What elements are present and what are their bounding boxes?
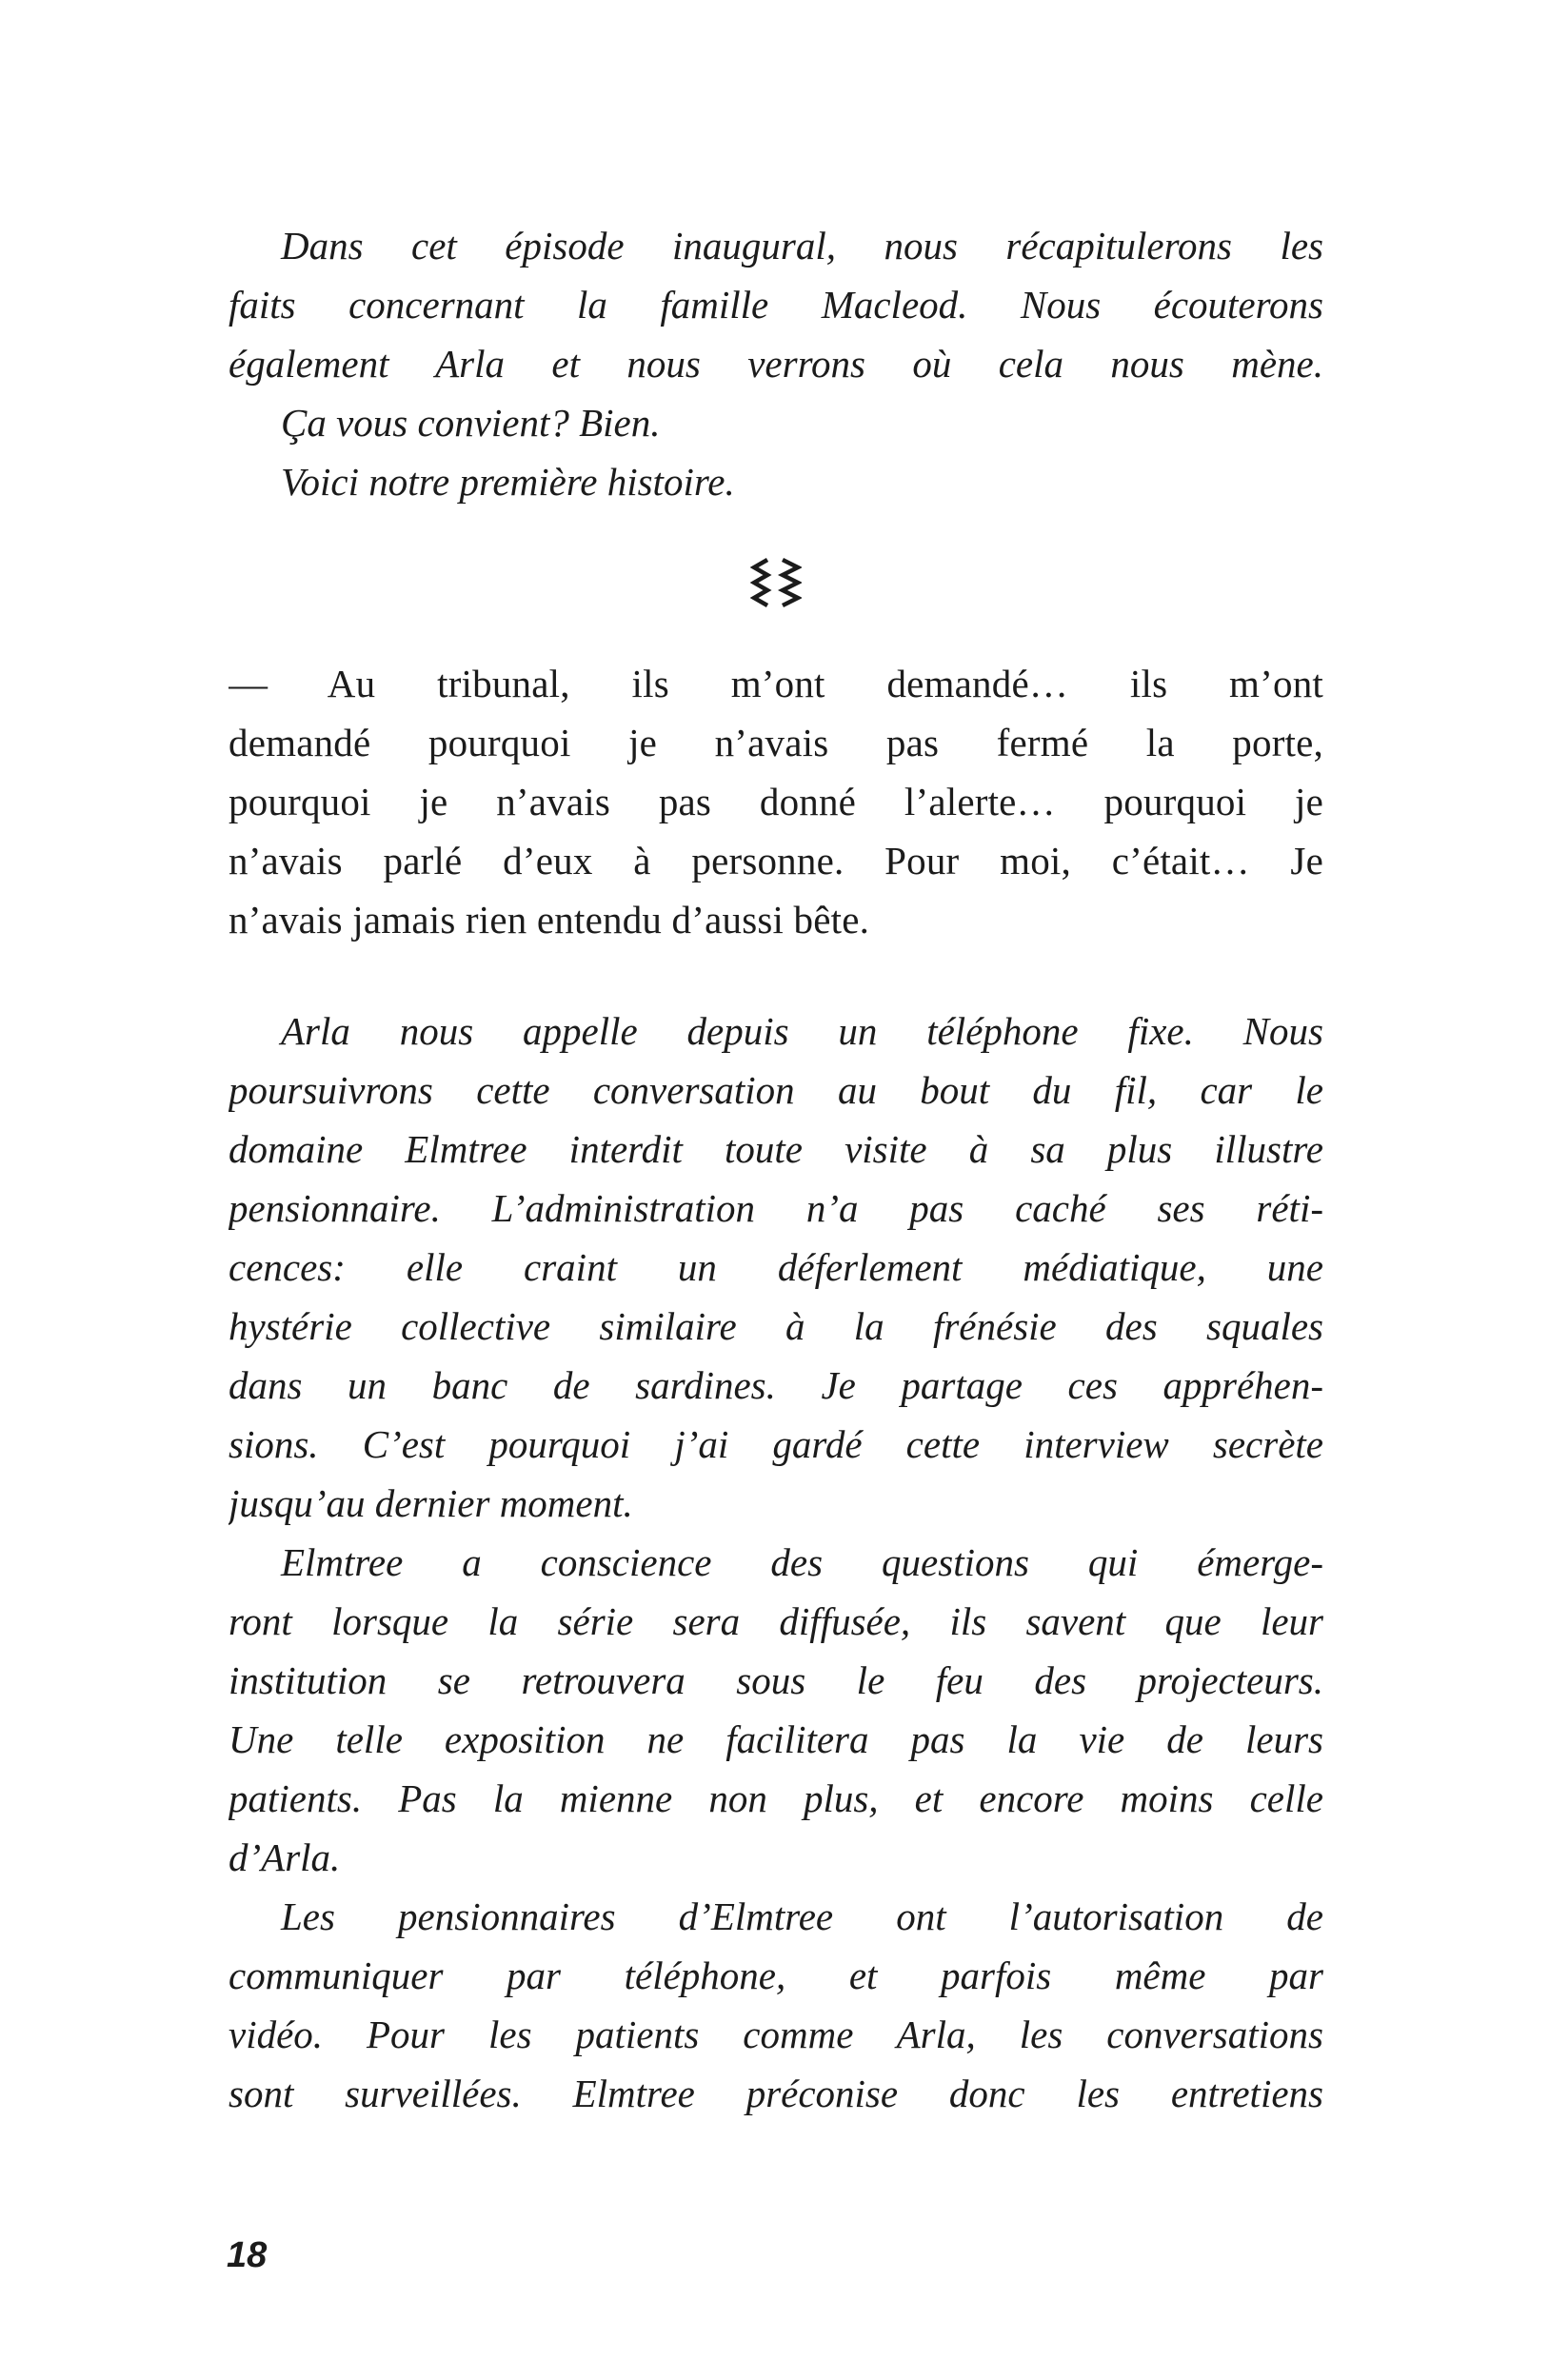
text-line: n’avais parlé d’eux à personne. Pour moi, c’était… Je: [229, 839, 1323, 883]
intro-narration-section: [229, 216, 1323, 511]
paragraph-gap: [229, 949, 1323, 1002]
text-line: pourquoi je n’avais pas donné l’alerte… pourquoi je: [229, 780, 1323, 823]
text-block: [229, 216, 1323, 2123]
text-line: Ça vous convient? Bien.: [281, 401, 661, 445]
text-line: domaine Elmtree interdit toute visite à sa plus illustre: [229, 1127, 1323, 1171]
text-line: Arla nous appelle depuis un téléphone fixe. Nous: [281, 1009, 1323, 1053]
text-line: d’Arla.: [229, 1835, 341, 1879]
narration-section: [229, 1002, 1323, 2123]
text-line: poursuivrons cette conversation au bout du fil, car le: [229, 1068, 1323, 1112]
text-line: sions. C’est pourquoi j’ai gardé cette interview secrète: [229, 1422, 1323, 1466]
text-line: également Arla et nous verrons où cela nous mène.: [229, 342, 1323, 386]
text-line: sont surveillées. Elmtree préconise donc les entretiens: [229, 2072, 1323, 2115]
text-line: communiquer par téléphone, et parfois même par: [229, 1954, 1323, 1997]
text-line: — Au tribunal, ils m’ont demandé… ils m’ont: [229, 662, 1323, 705]
text-line: faits concernant la famille Macleod. Nous écouterons: [229, 283, 1323, 327]
text-line: Les pensionnaires d’Elmtree ont l’autorisation de: [281, 1894, 1323, 1938]
text-line: Elmtree a conscience des questions qui émerge-: [281, 1540, 1323, 1584]
text-line: Dans cet épisode inaugural, nous récapitulerons les: [281, 224, 1323, 268]
text-line: ront lorsque la série sera diffusée, ils savent que leur: [229, 1599, 1323, 1643]
text-line: hystérie collective similaire à la frénésie des squales: [229, 1304, 1323, 1348]
zigzag-section-break-icon: [750, 556, 802, 609]
text-line: pensionnaire. L’administration n’a pas caché ses réti-: [229, 1186, 1323, 1230]
dialogue-section: [229, 654, 1323, 949]
text-line: cences: elle craint un déferlement médiatique, une: [229, 1245, 1323, 1289]
text-line: jusqu’au dernier moment.: [229, 1481, 633, 1525]
text-line: Voici notre première histoire.: [281, 460, 735, 504]
section-break-row: [229, 511, 1323, 654]
text-line: demandé pourquoi je n’avais pas fermé la porte,: [229, 721, 1323, 764]
text-line: vidéo. Pour les patients comme Arla, les conversations: [229, 2013, 1323, 2056]
text-line: dans un banc de sardines. Je partage ces appréhen-: [229, 1363, 1323, 1407]
text-line: patients. Pas la mienne non plus, et encore moins celle: [229, 1776, 1323, 1820]
text-line: Une telle exposition ne facilitera pas la vie de leurs: [229, 1717, 1323, 1761]
text-line: n’avais jamais rien entendu d’aussi bête.: [229, 898, 870, 942]
text-line: institution se retrouvera sous le feu des projecteurs.: [229, 1658, 1323, 1702]
page-number: 18: [227, 2235, 268, 2275]
